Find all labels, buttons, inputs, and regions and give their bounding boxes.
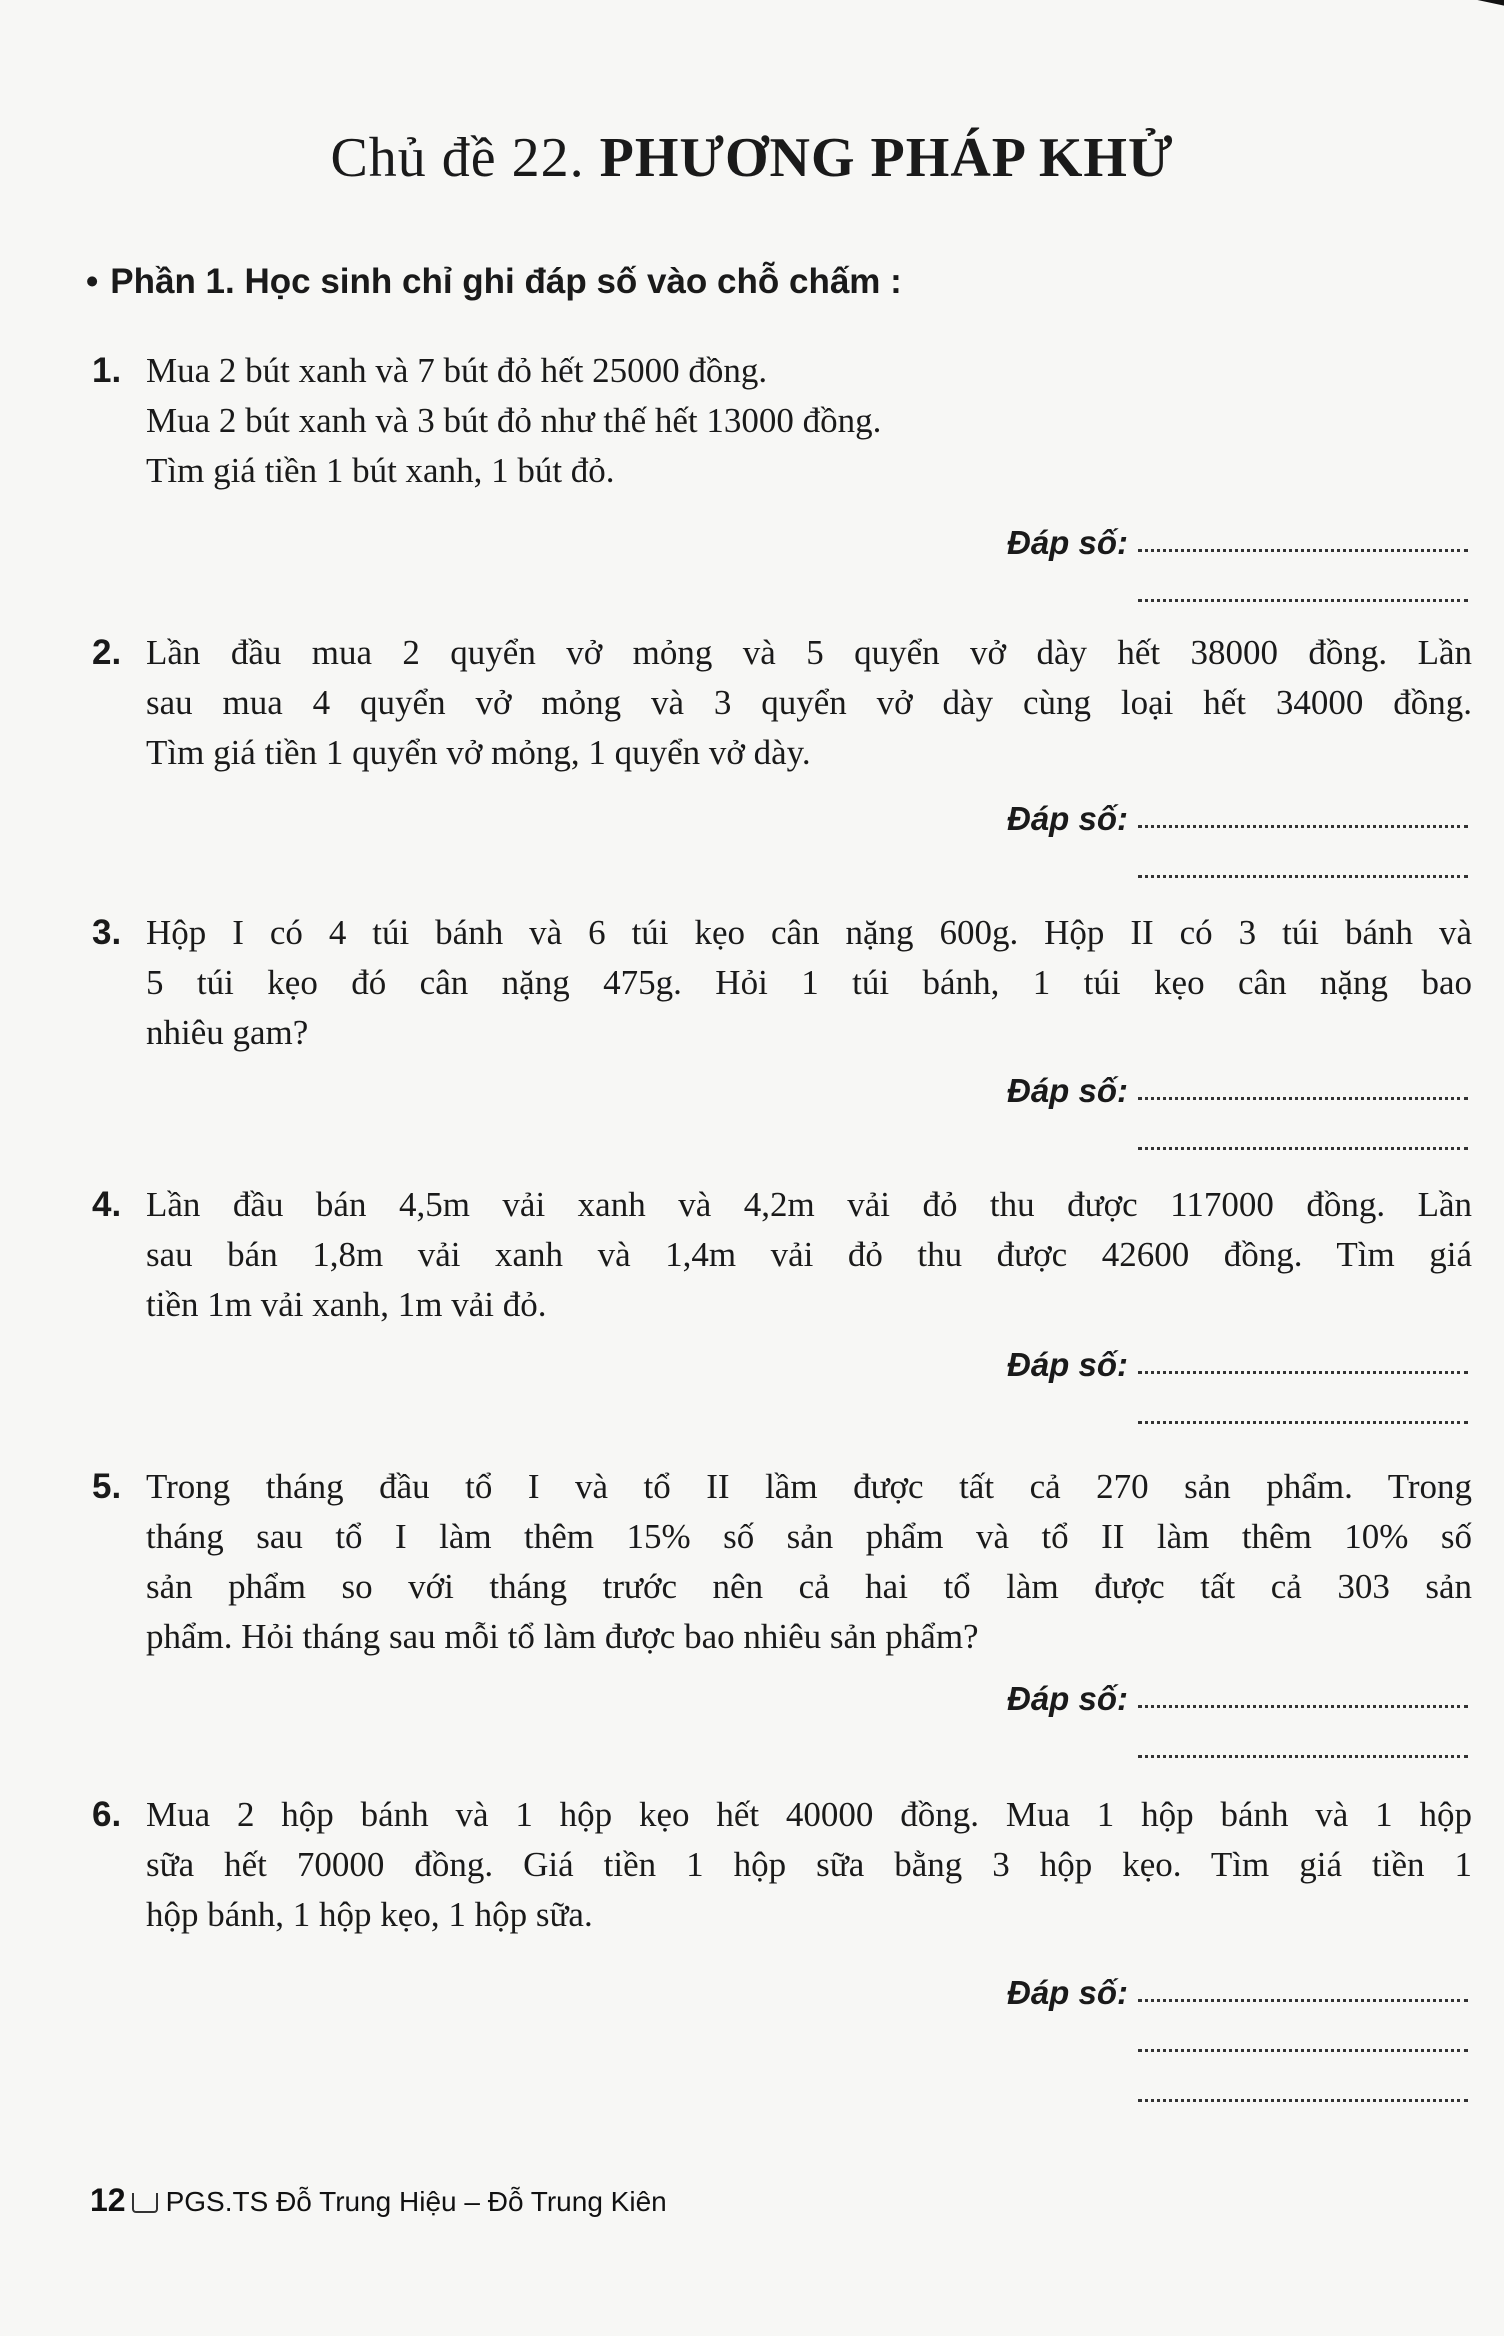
problem-line: Trong tháng đầu tổ I và tổ II lầm được tất cả 270 sản phẩm. Trong — [146, 1467, 1472, 1506]
answer-field[interactable] — [1138, 1754, 1468, 1758]
answer-field[interactable] — [1138, 2048, 1468, 2052]
section-header — [86, 262, 902, 302]
answer-field[interactable] — [1138, 824, 1468, 828]
problem-line: sản phẩm so với tháng trước nên cả hai tổ làm được tất cả 303 sản — [146, 1567, 1472, 1606]
title-prefix: Chủ đề 22. — [330, 127, 585, 189]
answer-field[interactable] — [1138, 1704, 1468, 1708]
problem-line: Hộp I có 4 túi bánh và 6 túi kẹo cân nặng 600g. Hộp II có 3 túi bánh và — [146, 913, 1472, 952]
problem-line: Mua 2 bút xanh và 3 bút đỏ như thế hết 13000 đồng. — [146, 401, 882, 440]
answer-block-4 — [968, 1334, 1468, 1434]
bullet-icon: • — [86, 262, 99, 301]
answer-block-2 — [968, 788, 1468, 888]
problem-line: Lần đầu bán 4,5m vải xanh và 4,2m vải đỏ thu được 117000 đồng. Lần — [146, 1185, 1472, 1224]
answer-field[interactable] — [1138, 2098, 1468, 2102]
problem-6 — [92, 1790, 1472, 1940]
answer-block-3 — [968, 1060, 1468, 1160]
footer-authors: PGS.TS Đỗ Trung Hiệu – Đỗ Trung Kiên — [165, 2186, 667, 2217]
problem-line: hộp bánh, 1 hộp kẹo, 1 hộp sữa. — [146, 1895, 593, 1934]
problem-line: nhiêu gam? — [146, 1013, 309, 1052]
answer-block-5 — [968, 1668, 1468, 1768]
problem-3 — [92, 908, 1472, 1058]
problem-line: Tìm giá tiền 1 bút xanh, 1 bút đỏ. — [146, 451, 615, 490]
answer-label: Đáp số: — [1006, 1346, 1128, 1383]
problem-line: tiền 1m vải xanh, 1m vải đỏ. — [146, 1285, 547, 1324]
answer-field[interactable] — [1138, 1096, 1468, 1100]
problem-number: 2. — [92, 633, 122, 672]
answer-block-1 — [968, 512, 1468, 612]
problem-line: tháng sau tổ I làm thêm 15% số sản phẩm và tổ II làm thêm 10% số — [146, 1517, 1472, 1556]
book-icon — [132, 2193, 158, 2213]
problem-line: Mua 2 hộp bánh và 1 hộp kẹo hết 40000 đồng. Mua 1 hộp bánh và 1 hộp — [146, 1795, 1472, 1834]
answer-label: Đáp số: — [1006, 524, 1128, 561]
problem-line: sữa hết 70000 đồng. Giá tiền 1 hộp sữa bằng 3 hộp kẹo. Tìm giá tiền 1 — [146, 1845, 1472, 1884]
answer-label: Đáp số: — [1006, 1072, 1128, 1109]
problem-number: 4. — [92, 1185, 122, 1224]
page-footer — [90, 2182, 667, 2219]
answer-field[interactable] — [1138, 1998, 1468, 2002]
answer-field[interactable] — [1138, 1370, 1468, 1374]
problem-number: 5. — [92, 1467, 122, 1506]
answer-field[interactable] — [1138, 1146, 1468, 1150]
problem-number: 6. — [92, 1795, 122, 1834]
problem-5 — [92, 1462, 1472, 1662]
problem-line: sau mua 4 quyển vở mỏng và 3 quyển vở dày cùng loại hết 34000 đồng. — [146, 683, 1472, 722]
answer-field[interactable] — [1138, 598, 1468, 602]
problem-line: Tìm giá tiền 1 quyển vở mỏng, 1 quyển vở dày. — [146, 733, 811, 772]
problem-line: Mua 2 bút xanh và 7 bút đỏ hết 25000 đồng. — [146, 351, 768, 390]
problem-line: phẩm. Hỏi tháng sau mỗi tổ làm được bao nhiêu sản phẩm? — [146, 1617, 979, 1656]
page-corner-mark — [1432, 0, 1504, 9]
answer-field[interactable] — [1138, 1420, 1468, 1424]
answer-field[interactable] — [1138, 874, 1468, 878]
problem-line: 5 túi kẹo đó cân nặng 475g. Hỏi 1 túi bánh, 1 túi kẹo cân nặng bao — [146, 963, 1472, 1002]
answer-label: Đáp số: — [1006, 800, 1128, 837]
problem-4 — [92, 1180, 1472, 1330]
problem-2 — [92, 628, 1472, 778]
title-main: PHƯƠNG PHÁP KHỬ — [599, 127, 1174, 189]
problem-line: Lần đầu mua 2 quyển vở mỏng và 5 quyển vở dày hết 38000 đồng. Lần — [146, 633, 1472, 672]
page-title — [0, 126, 1504, 190]
problem-number: 1. — [92, 351, 122, 390]
section-header-text: Phần 1. Học sinh chỉ ghi đáp số vào chỗ chấm : — [110, 262, 902, 301]
answer-field[interactable] — [1138, 548, 1468, 552]
answer-label: Đáp số: — [1006, 1974, 1128, 2011]
page-number: 12 — [90, 2182, 126, 2218]
problem-number: 3. — [92, 913, 122, 952]
answer-block-6 — [968, 1962, 1468, 2112]
problem-line: sau bán 1,8m vải xanh và 1,4m vải đỏ thu được 42600 đồng. Tìm giá — [146, 1235, 1472, 1274]
problem-1 — [92, 346, 1472, 496]
answer-label: Đáp số: — [1006, 1680, 1128, 1717]
